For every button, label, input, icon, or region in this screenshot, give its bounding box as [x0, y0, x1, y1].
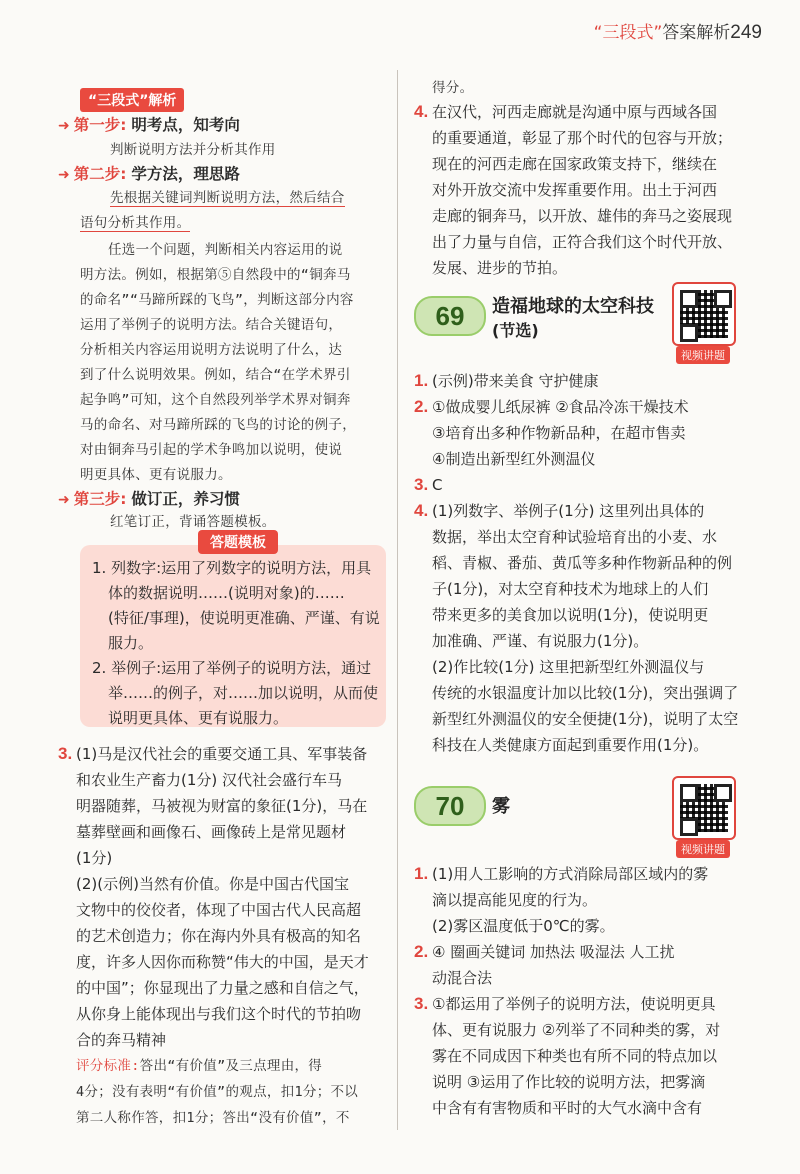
s70-line-3: ④ 圈画关键词 加热法 吸湿法 人工扰	[432, 943, 675, 961]
template-line-4: 2. 举例子:运用了举例子的说明方法，通过	[92, 659, 372, 677]
s69-line-4: C	[432, 476, 443, 494]
step2-handwriting-2: 语句分析其作用。	[80, 215, 191, 231]
s70-line-5: ①都运用了举例子的说明方法，使说明更具	[432, 995, 716, 1013]
section-70-title: 雾	[492, 796, 510, 817]
step1-label: 第一步:	[73, 116, 127, 134]
para-line-8: 对由铜奔马引起的学术争鸣加以说明，使说	[80, 442, 343, 458]
template-line-5: 举……的例子，对……加以说明，从而使	[108, 684, 379, 702]
step1-title: 明考点，知考向	[131, 116, 240, 134]
s69-line-5: (1)列数字、举例子(1分) 这里列出具体的	[432, 502, 705, 520]
template-line-2: (特征/事理)，使说明更准确、严谨、有说	[108, 609, 380, 627]
s70-line-8: 说明 ③运用了作比较的说明方法，把雾滴	[432, 1073, 706, 1091]
q3-line-11: 合的奔马精神	[76, 1031, 167, 1049]
para-line-5: 到了什么说明效果。例如，结合“在学术界引	[80, 367, 351, 383]
step3-heading	[58, 487, 240, 512]
s69-num-4: 3.	[414, 475, 429, 494]
q4-line-2: 现在的河西走廊在国家政策支持下，继续在	[432, 155, 718, 173]
header-prefix: “三段式”	[593, 23, 663, 43]
video-lesson-tag-70[interactable]: 视频讲题	[676, 840, 730, 858]
q3-line-4: (1分)	[76, 849, 113, 867]
header-suffix: 答案解析	[662, 23, 731, 43]
s69-line-9: 带来更多的美食加以说明(1分)，使说明更	[432, 606, 709, 624]
scoring-line-2: 第二人称作答，扣1分；答出“没有价值”，不	[76, 1110, 350, 1126]
right-top-line: 得分。	[432, 80, 474, 96]
s69-line-3: ④制造出新型红外测温仪	[432, 450, 596, 468]
column-divider	[397, 70, 398, 1130]
arrow-icon: ➜	[58, 167, 70, 183]
step3-title: 做订正，养习惯	[131, 490, 240, 508]
s69-line-8: 子(1分)，对太空育种技术为地球上的人们	[432, 580, 709, 598]
q4-line-4: 走廊的铜奔马，以开放、雄伟的奔马之姿展现	[432, 207, 733, 225]
s69-line-11: (2)作比较(1分) 这里把新型红外测温仪与	[432, 658, 705, 676]
s69-line-0: (示例)带来美食 守护健康	[432, 372, 599, 390]
q4-line-6: 发展、进步的节拍。	[432, 259, 568, 277]
s69-line-6: 数据，举出太空育种试验培育出的小麦、水	[432, 528, 718, 546]
para-line-0: 任选一个问题，判断相关内容运用的说	[108, 242, 343, 258]
s69-num-0: 1.	[414, 371, 429, 390]
arrow-icon: ➜	[58, 492, 70, 508]
q3-line-5: (2)(示例)当然有价值。你是中国古代国宝	[76, 875, 349, 893]
s69-line-7: 稻、青椒、番茄、黄瓜等多种作物新品种的例	[432, 554, 733, 572]
q3-line-2: 明器随葬，马被视为财富的象征(1分)，马在	[76, 797, 368, 815]
s70-line-9: 中含有有害物质和平时的大气水滴中含有	[432, 1099, 703, 1117]
q3-line-3: 墓葬壁画和画像石、画像砖上是常见题材	[76, 823, 347, 841]
step1-heading	[58, 113, 240, 138]
step3-label: 第三步:	[73, 490, 127, 508]
template-line-1: 体的数据说明……(说明对象)的……	[108, 584, 345, 602]
page-number: 249	[730, 22, 762, 43]
scoring-label: 评分标准:	[76, 1058, 140, 1074]
s69-line-10: 加准确、严谨、有说服力(1分)。	[432, 632, 649, 650]
scoring-line-0: 评分标准:答出“有价值”及三点理由，得	[76, 1058, 323, 1074]
s69-line-14: 科技在人类健康方面起到重要作用(1分)。	[432, 736, 709, 754]
template-line-0: 1. 列数字:运用了列数字的说明方法，用具	[92, 559, 372, 577]
answer-template-title: 答题模板	[198, 530, 278, 554]
s69-line-12: 传统的水银温度计加以比较(1分)，突出强调了	[432, 684, 739, 702]
para-line-9: 明更具体、更有说服力。	[80, 467, 232, 483]
s70-line-6: 体、更有说服力 ②列举了不同种类的雾，对	[432, 1021, 721, 1039]
step1-handwriting: 判断说明方法并分析其作用	[110, 142, 276, 158]
s70-num-5: 3.	[414, 994, 429, 1013]
section-69-number: 69	[414, 296, 486, 336]
q3-line-6: 文物中的佼佼者，体现了中国古代人民高超	[76, 901, 362, 919]
q3-line-1: 和农业生产畜力(1分) 汉代社会盛行车马	[76, 771, 343, 789]
q3-line-9: 的中国”；你显现出了力量之感和自信之气，	[76, 979, 369, 997]
s70-num-0: 1.	[414, 864, 429, 883]
s69-line-1: ①做成婴儿纸尿裤 ②食品冷冻干燥技术	[432, 398, 689, 416]
video-lesson-tag-69[interactable]: 视频讲题	[676, 346, 730, 364]
q4-line-3: 对外开放交流中发挥重要作用。出土于河西	[432, 181, 718, 199]
page-header	[594, 18, 762, 44]
s70-line-4: 动混合法	[432, 969, 493, 987]
s69-line-2: ③培育出多种作物新品种，在超市售卖	[432, 424, 686, 442]
template-line-6: 说明更具体、更有说服力。	[108, 709, 289, 727]
q3-line-8: 度，许多人因你而称赞“伟大的中国，是天才	[76, 953, 369, 971]
para-line-1: 明方法。例如，根据第⑤自然段中的“铜奔马	[80, 267, 351, 283]
step3-handwriting: 红笔订正，背诵答题模板。	[110, 514, 276, 530]
arrow-icon: ➜	[58, 118, 70, 134]
three-step-tag: “三段式”解析	[80, 88, 184, 112]
q3-number: 3.	[58, 744, 73, 763]
template-line-3: 服力。	[108, 634, 154, 652]
q4-line-0: 在汉代，河西走廊就是沟通中原与西域各国	[432, 103, 718, 121]
q3-line-7: 的艺术创造力；你在海内外具有极高的知名	[76, 927, 362, 945]
q4-line-5: 出了力量与自信，正符合我们这个时代开放、	[432, 233, 733, 251]
q4-number: 4.	[414, 102, 429, 121]
step2-label: 第二步:	[73, 165, 127, 183]
step2-title: 学方法，理思路	[131, 165, 240, 183]
q4-line-1: 的重要通道，彰显了那个时代的包容与开放；	[432, 129, 733, 147]
section-69-title: 造福地球的太空科技	[492, 296, 654, 317]
s70-line-0: (1)用人工影响的方式消除局部区域内的雾	[432, 865, 709, 883]
section-70-number: 70	[414, 786, 486, 826]
para-line-4: 分析相关内容运用说明方法说明了什么，达	[80, 342, 343, 358]
s70-num-3: 2.	[414, 942, 429, 961]
s70-line-1: 滴以提高能见度的行为。	[432, 891, 598, 909]
step2-handwriting-1: 先根据关键词判断说明方法，然后结合	[110, 190, 345, 206]
section-69-subtitle: (节选)	[492, 321, 539, 340]
q3-line-0: (1)马是汉代社会的重要交通工具、军事装备	[76, 745, 368, 763]
qr-code-70[interactable]	[672, 776, 736, 840]
s69-num-1: 2.	[414, 397, 429, 416]
s70-line-2: (2)雾区温度低于0℃的雾。	[432, 917, 615, 935]
s69-num-5: 4.	[414, 501, 429, 520]
para-line-6: 起争鸣”可知，这个自然段列举学术界对铜奔	[80, 392, 351, 408]
q3-line-10: 从你身上能体现出与我们这个时代的节拍吻	[76, 1005, 362, 1023]
s70-line-7: 雾在不同成因下种类也有所不同的特点加以	[432, 1047, 718, 1065]
s69-line-13: 新型红外测温仪的安全便捷(1分)，说明了太空	[432, 710, 739, 728]
para-line-7: 马的命名、对马蹄所踩的飞鸟的讨论的例子，	[80, 417, 356, 433]
para-line-2: 的命名”“马蹄所踩的飞鸟”，判断这部分内容	[80, 292, 354, 308]
step2-heading	[58, 162, 240, 187]
qr-code-69[interactable]	[672, 282, 736, 346]
scoring-line-1: 4分；没有表明“有价值”的观点，扣1分；不以	[76, 1084, 359, 1100]
para-line-3: 运用了举例子的说明方法。结合关键语句，	[80, 317, 343, 333]
